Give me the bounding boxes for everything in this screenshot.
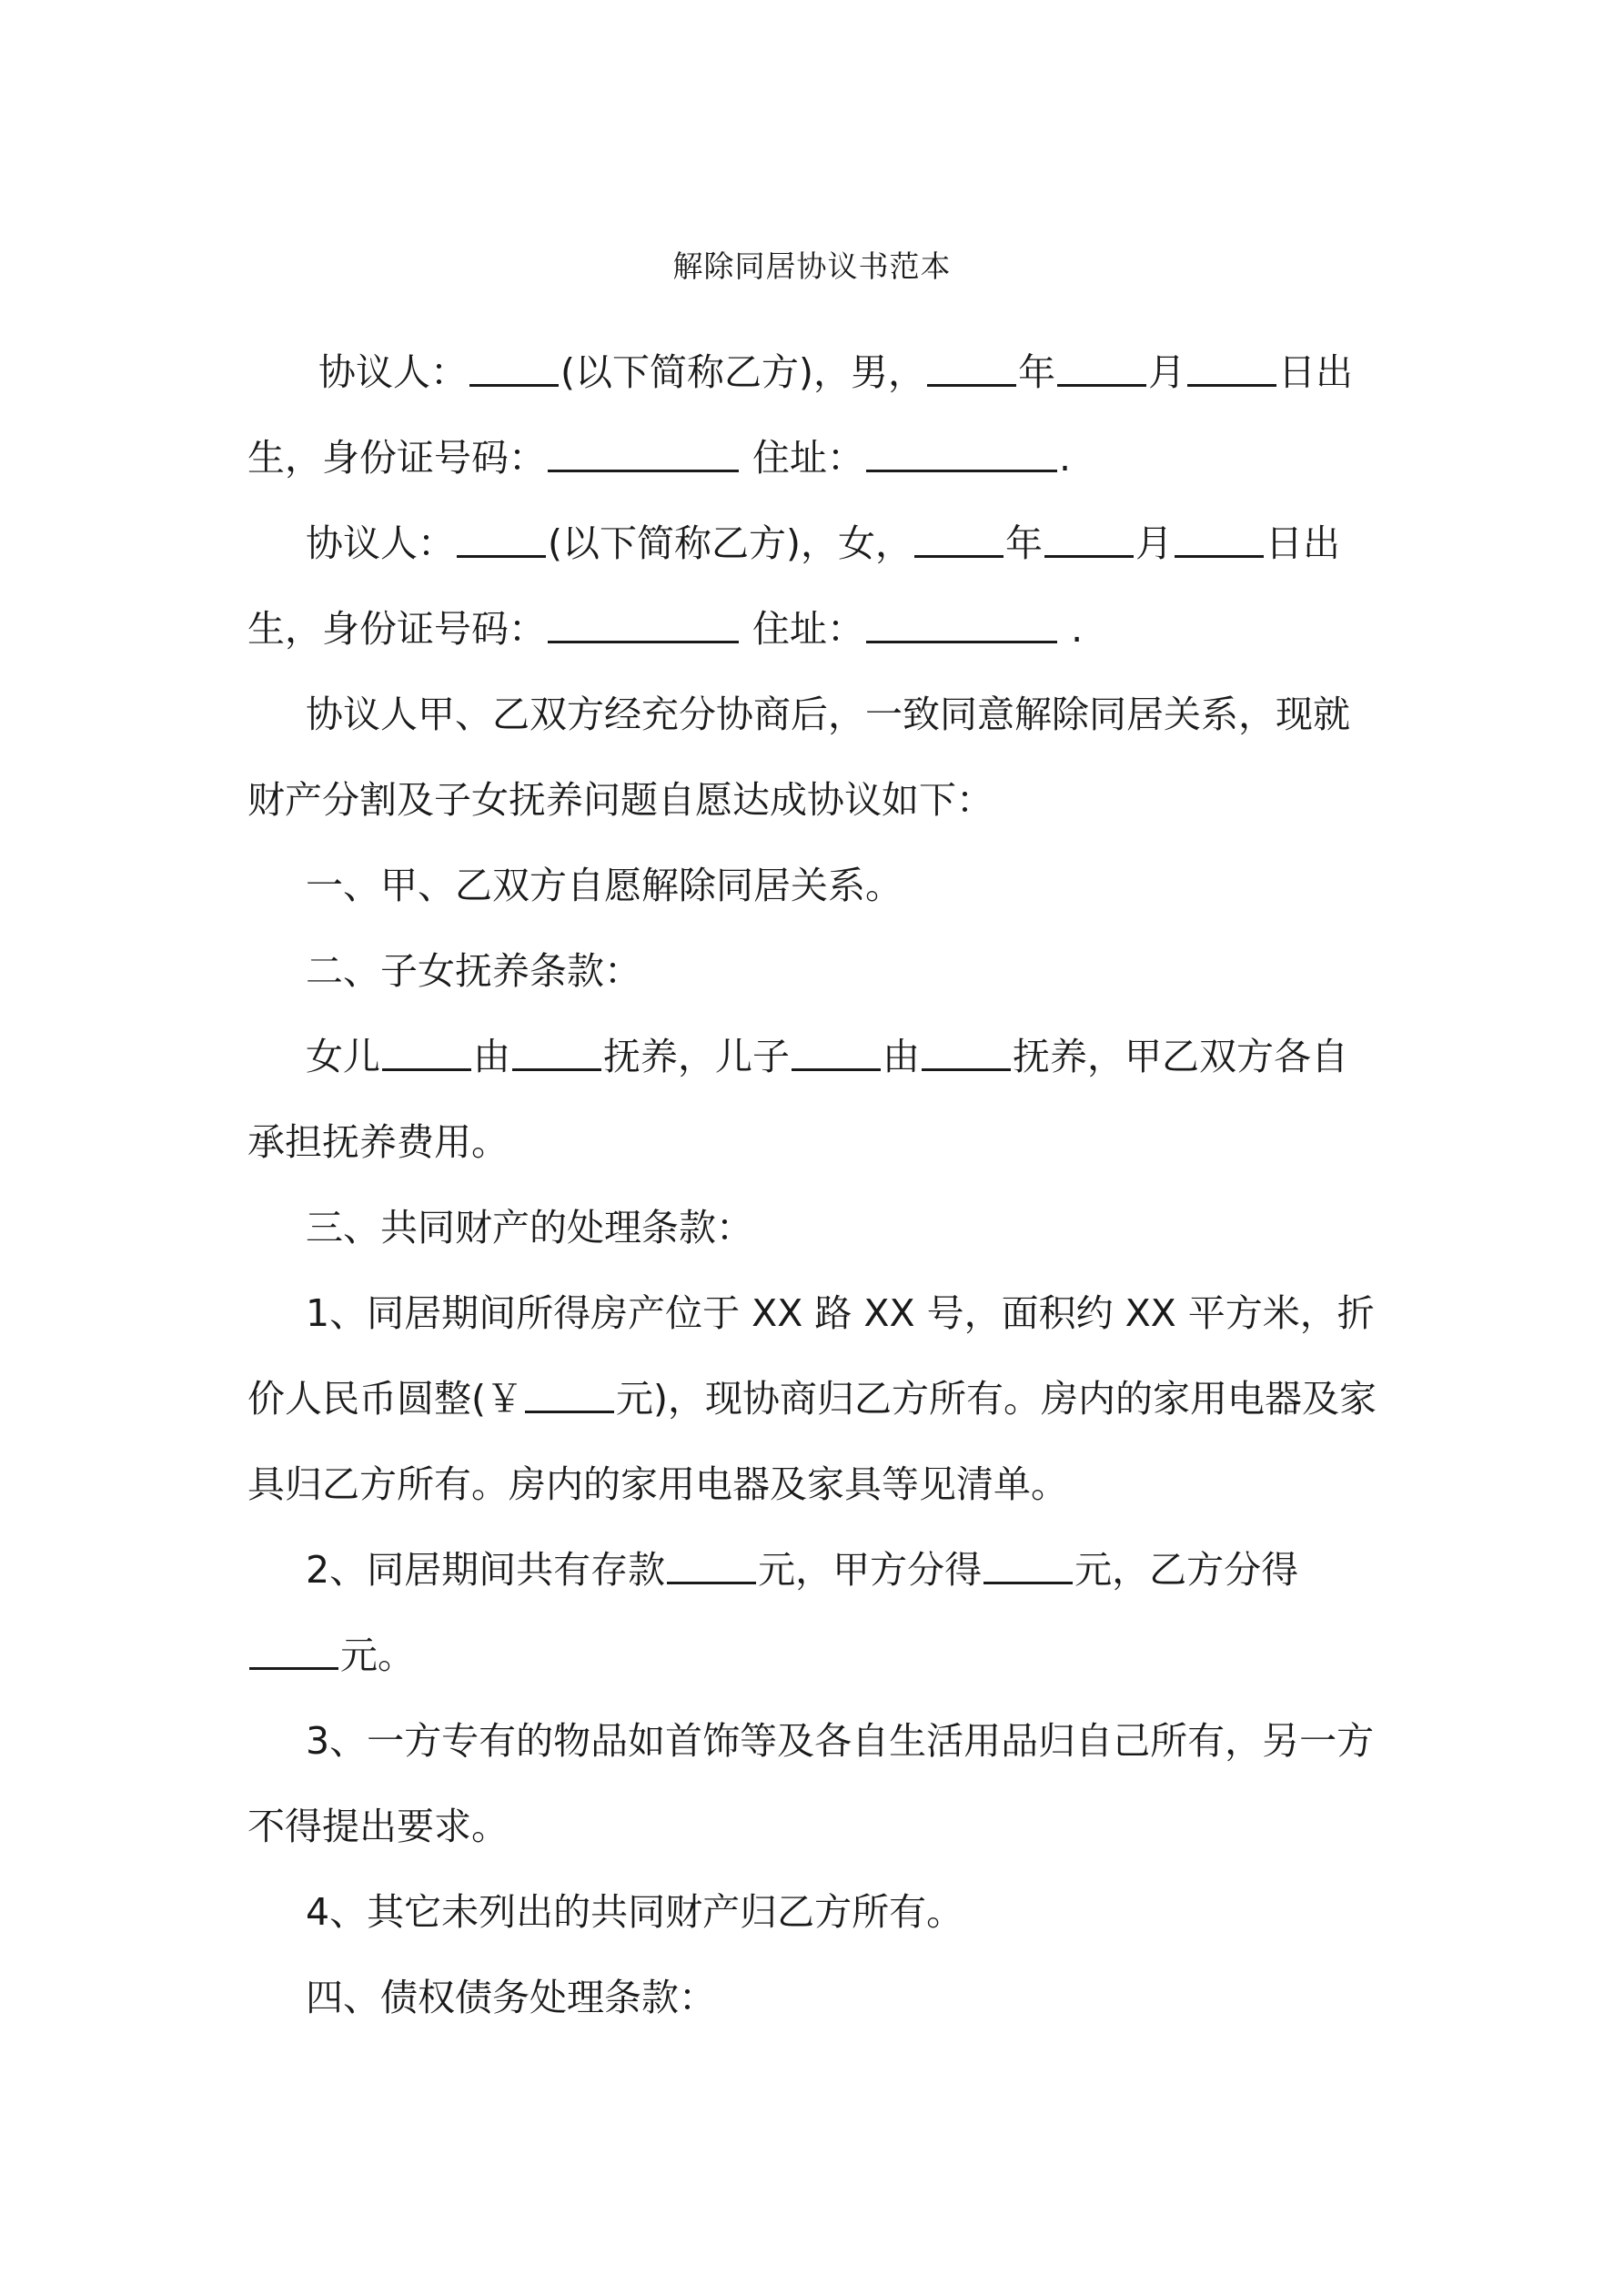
blank-field[interactable] [922,1035,1011,1071]
blank-field[interactable] [866,607,1057,643]
text-segment: 元。 [340,1633,415,1677]
blank-field[interactable] [1044,521,1134,558]
text-segment: 抚养，甲乙双方各自承担抚养费用。 [247,1035,1348,1164]
text-segment: 协议人： [318,350,468,394]
text-segment: 住址： [741,607,865,651]
text-segment: . [1059,607,1084,651]
blank-field[interactable] [382,1035,471,1071]
property-item-2-paragraph [247,1527,1385,1698]
agreement-intro-paragraph: 协议人甲、乙双方经充分协商后，一致同意解除同居关系，现就财产分割及子女抚养问题自愿达成协议如下： [247,693,1350,822]
text-segment: . [1059,436,1072,480]
blank-field[interactable] [249,1633,338,1670]
blank-field[interactable] [512,1035,601,1071]
clause-2-heading: 二、子女抚养条款： [306,949,641,993]
blank-field[interactable] [1057,350,1146,387]
text-segment: 年 [1005,521,1043,565]
text-segment: (以下简称乙方)，男， [560,350,925,394]
blank-field[interactable] [469,350,559,387]
text-segment: 抚养，儿子 [603,1035,790,1078]
party-male-paragraph [247,329,1385,501]
property-item-3-paragraph: 3、一方专有的物品如首饰等及各自生活用品归自己所有，另一方不得提出要求。 [247,1719,1375,1848]
blank-field[interactable] [983,1548,1073,1584]
text-segment: 由 [883,1035,920,1078]
text-segment: 由 [473,1035,510,1078]
document-body [247,329,1385,2040]
clause-1-heading: 一、甲、乙双方自愿解除同居关系。 [306,864,903,907]
text-segment: 1、同居期间所得房产位于 XX 路 XX 号，面积约 XX 平方米，折价人民币圆整(￥ [247,1291,1375,1421]
child-custody-paragraph [247,1014,1385,1185]
text-segment: 元，甲方分得 [758,1548,983,1592]
property-item-1-paragraph [247,1270,1385,1527]
blank-field[interactable] [548,436,739,472]
blank-field[interactable] [792,1035,881,1071]
document-title: 解除同居协议书范本 [672,248,952,284]
blank-field[interactable] [548,607,739,643]
blank-field[interactable] [457,521,546,558]
blank-field[interactable] [667,1548,756,1584]
text-segment: 2、同居期间共有存款 [306,1548,666,1592]
clause-4-heading: 四、债权债务处理条款： [306,1976,716,2019]
blank-field[interactable] [525,1377,614,1413]
text-segment: 元)，现协商归乙方所有。房内的家用电器及家具归乙方所有。房内的家用电器及家具等见清单。 [247,1377,1377,1506]
text-segment: 住址： [741,436,865,480]
text-segment: 女儿 [306,1035,380,1078]
clause-3-heading: 三、共同财产的处理条款： [306,1206,753,1249]
blank-field[interactable] [927,350,1016,387]
text-segment: 元，乙方分得 [1074,1548,1299,1592]
text-segment: 年 [1018,350,1055,394]
property-item-4-paragraph: 4、其它未列出的共同财产归乙方所有。 [306,1890,964,1934]
blank-field[interactable] [1187,350,1276,387]
text-segment: 日出生，身份证号码： [247,350,1353,480]
text-segment: 日出生，身份证号码： [247,521,1340,651]
text-segment: (以下简称乙方)，女， [548,521,913,565]
blank-field[interactable] [914,521,1004,558]
text-segment: 协议人： [306,521,455,565]
blank-field[interactable] [1175,521,1264,558]
blank-field[interactable] [866,436,1057,472]
party-female-paragraph [247,501,1385,672]
text-segment: 月 [1148,350,1185,394]
text-segment: 月 [1135,521,1173,565]
